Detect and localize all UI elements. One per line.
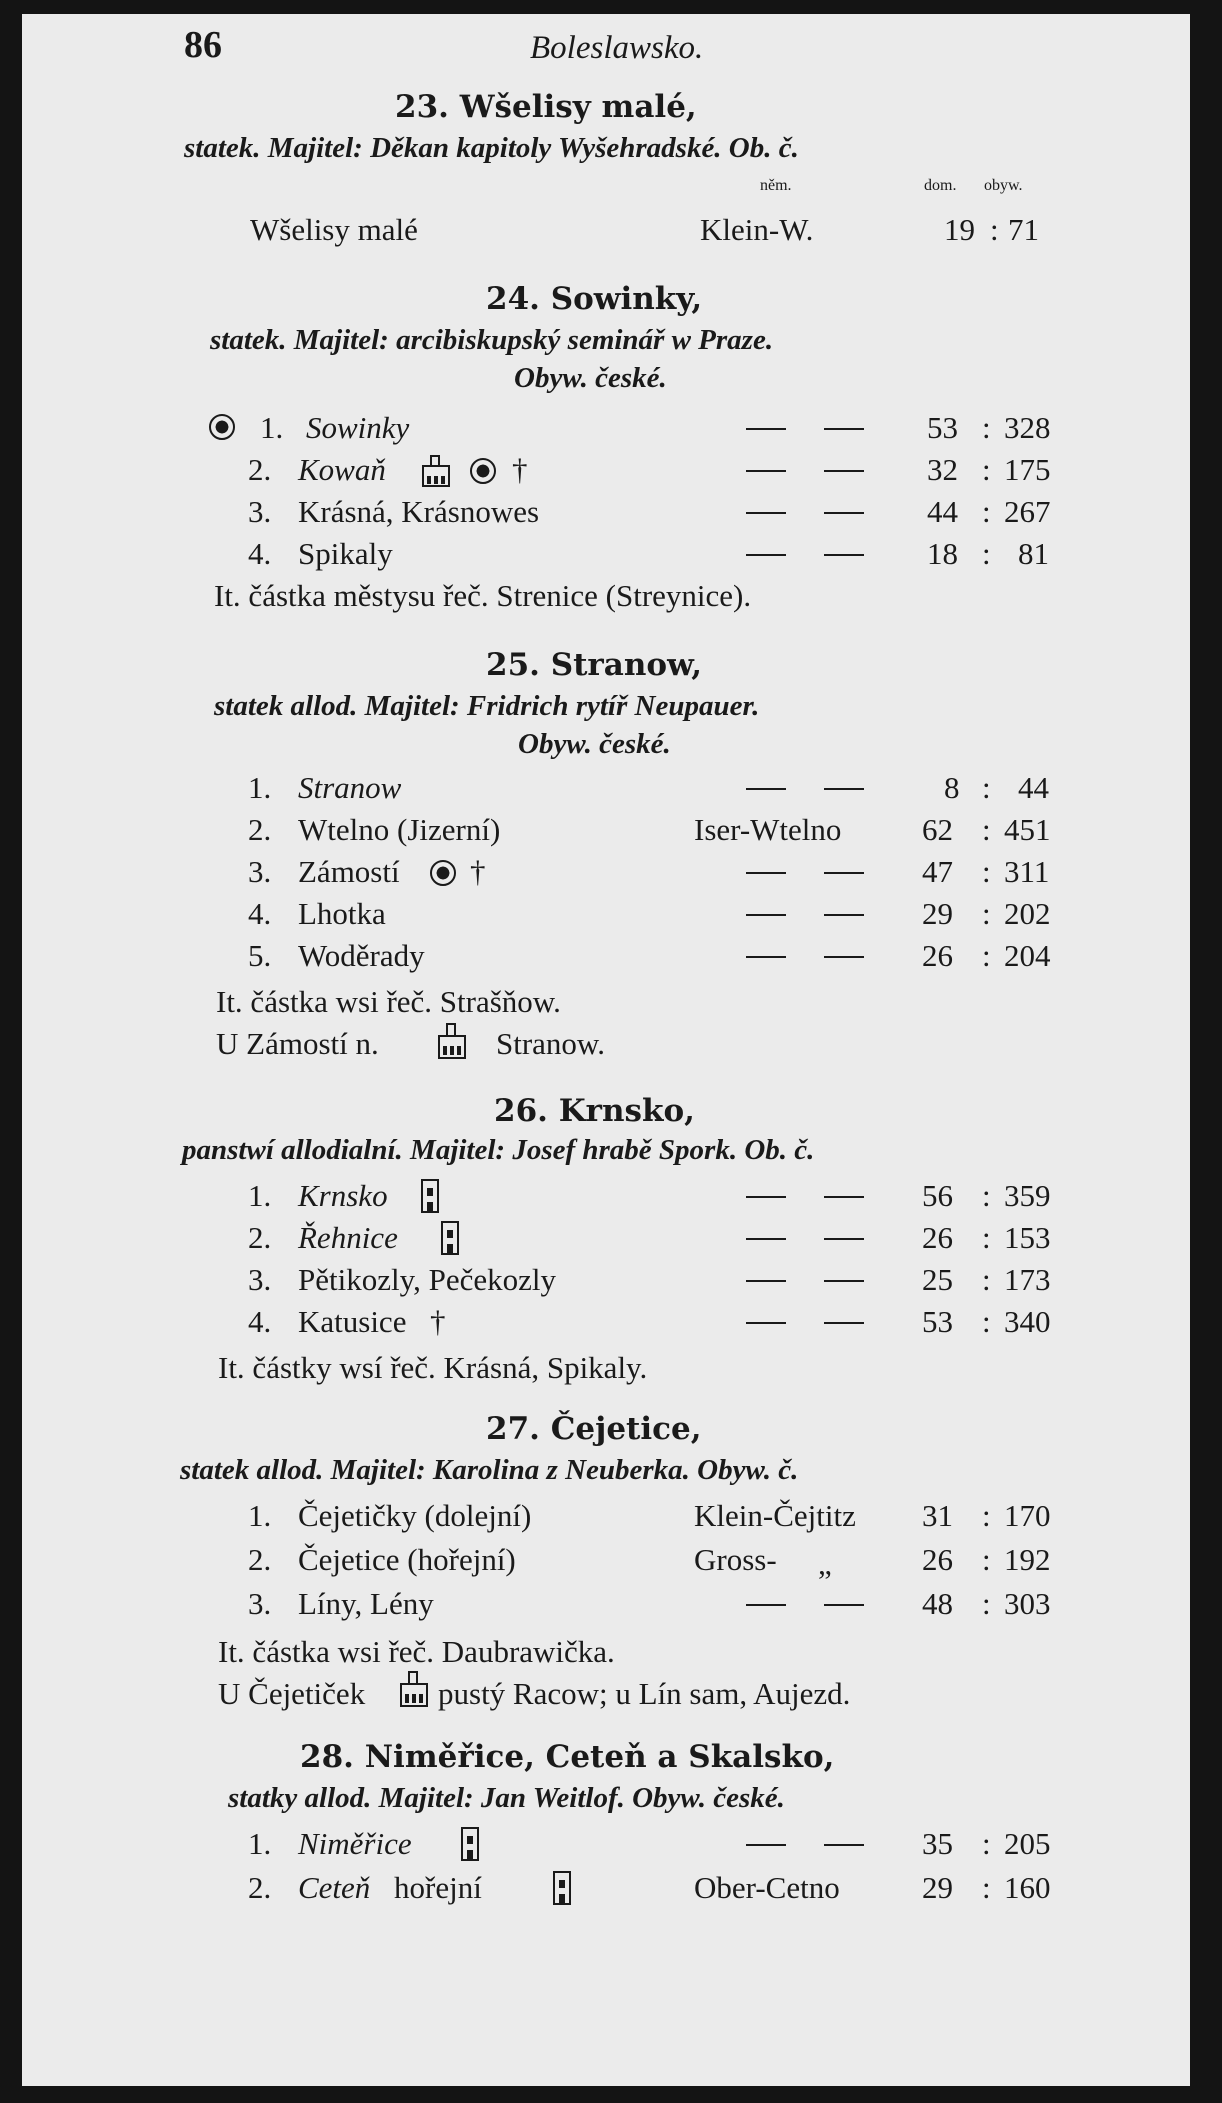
s24-row2-inhabitants: 175: [1004, 452, 1051, 487]
s28-row1-name: Niměřice: [298, 1826, 412, 1861]
ditto-dash: [746, 1322, 786, 1324]
sep: :: [982, 1178, 991, 1213]
col-head-inhabitants: obyw.: [984, 177, 1023, 194]
sep: :: [982, 1262, 991, 1297]
s24-row2-houses: 32: [927, 452, 958, 487]
s26-row1-inhabitants: 359: [1004, 1178, 1051, 1213]
s24-row1-no: 1.: [260, 410, 284, 445]
tower-icon: [420, 1176, 440, 1218]
ditto-dash: [746, 428, 786, 430]
s28-row2-german: Ober-Cetno: [694, 1870, 840, 1905]
ditto-dash: [824, 1196, 864, 1198]
section-28-subtitle: statky allod. Majitel: Jan Weitlof. Obyw. české.: [228, 1782, 785, 1814]
section-28-title: 28. Niměřice, Ceteň a Skalsko,: [300, 1739, 835, 1775]
ditto-dash: [824, 872, 864, 874]
cross-icon: †: [470, 854, 486, 889]
sep: :: [982, 1542, 991, 1577]
section-24-title: 24. Sowinky,: [486, 281, 703, 317]
ditto-dash: [746, 470, 786, 472]
ditto-dash: [746, 1238, 786, 1240]
s25-row2-german: Iser-Wtelno: [694, 812, 842, 847]
tower-icon: [552, 1868, 572, 1910]
ditto-dash: [746, 512, 786, 514]
section-23-subtitle: statek. Majitel: Děkan kapitoly Wyšehradské. Ob. č.: [184, 132, 799, 164]
ditto-dash: [824, 1604, 864, 1606]
s25-row3-inhabitants: 311: [1004, 854, 1050, 889]
sep: :: [982, 1826, 991, 1861]
s24-row4-name: Spikaly: [298, 536, 393, 571]
s27-row2-german: Gross-: [694, 1542, 777, 1577]
sep: :: [982, 452, 991, 487]
s27-row1-german: Klein-Čejtitz: [694, 1498, 856, 1533]
s27-row3-no: 3.: [248, 1586, 272, 1621]
castle-icon: [398, 1670, 430, 1712]
s28-row2-inhabitants: 160: [1004, 1870, 1051, 1905]
sep: :: [982, 770, 991, 805]
s24-row1-inhabitants: 328: [1004, 410, 1051, 445]
s28-row1-houses: 35: [922, 1826, 953, 1861]
s26-row3-inhabitants: 173: [1004, 1262, 1051, 1297]
s26-row4-name: Katusice: [298, 1304, 407, 1339]
s25-note-2b: Stranow.: [496, 1026, 606, 1061]
s23-row-sep: :: [990, 212, 999, 247]
castle-icon: [420, 454, 452, 492]
s23-row-inhabitants: 71: [1008, 212, 1039, 247]
ditto-dash: [746, 788, 786, 790]
s25-row1-houses: 8: [944, 770, 960, 805]
s26-row4-inhabitants: 340: [1004, 1304, 1051, 1339]
s26-row2-no: 2.: [248, 1220, 272, 1255]
s25-row4-name: Lhotka: [298, 896, 386, 931]
sep: :: [982, 1304, 991, 1339]
s28-row1-inhabitants: 205: [1004, 1826, 1051, 1861]
s23-row-houses: 19: [944, 212, 975, 247]
ditto-dash: [824, 554, 864, 556]
s26-row2-name: Řehnice: [298, 1220, 398, 1255]
s27-row3-houses: 48: [922, 1586, 953, 1621]
ditto-dash: [824, 1280, 864, 1282]
ditto-mark: „: [818, 1546, 832, 1581]
sep: :: [982, 536, 991, 571]
s25-row1-inhabitants: 44: [1018, 770, 1049, 805]
s25-row3-houses: 47: [922, 854, 953, 889]
s27-note-1: It. částka wsi řeč. Daubrawička.: [218, 1634, 615, 1669]
s24-note: It. částka městysu řeč. Strenice (Streynice).: [214, 578, 752, 613]
s25-row3-no: 3.: [248, 854, 272, 889]
s27-row2-name: Čejetice (hořejní): [298, 1542, 516, 1577]
s24-row2-no: 2.: [248, 452, 272, 487]
s25-row5-houses: 26: [922, 938, 953, 973]
s23-row-german: Klein-W.: [700, 212, 814, 247]
sep: :: [982, 1498, 991, 1533]
section-24-subtitle-2: Obyw. české.: [514, 362, 667, 394]
sep: :: [982, 410, 991, 445]
ditto-dash: [746, 956, 786, 958]
s24-row4-houses: 18: [927, 536, 958, 571]
section-25-subtitle-1: statek allod. Majitel: Fridrich rytíř Neupauer.: [214, 690, 760, 722]
col-head-houses: dom.: [924, 177, 957, 194]
s24-row3-houses: 44: [927, 494, 958, 529]
section-25-subtitle-2: Obyw. české.: [518, 728, 671, 760]
s28-row2-name-suffix: hořejní: [394, 1870, 482, 1905]
sep: :: [982, 854, 991, 889]
col-head-german: něm.: [760, 177, 792, 194]
s28-row2-name: Ceteň: [298, 1870, 371, 1905]
section-26-title: 26. Krnsko,: [494, 1093, 695, 1129]
cross-icon: †: [512, 452, 528, 487]
sep: :: [982, 938, 991, 973]
book-page: [22, 14, 1190, 2086]
s28-row2-no: 2.: [248, 1870, 272, 1905]
s25-row2-no: 2.: [248, 812, 272, 847]
section-27-title: 27. Čejetice,: [486, 1411, 702, 1447]
s25-row5-no: 5.: [248, 938, 272, 973]
s27-row3-name: Líny, Lény: [298, 1586, 434, 1621]
parish-church-icon: [209, 414, 235, 440]
s26-row2-houses: 26: [922, 1220, 953, 1255]
s24-row1-name: Sowinky: [306, 410, 410, 445]
cross-icon: †: [430, 1304, 446, 1339]
s27-row1-inhabitants: 170: [1004, 1498, 1051, 1533]
s27-row2-no: 2.: [248, 1542, 272, 1577]
s27-row2-inhabitants: 192: [1004, 1542, 1051, 1577]
ditto-dash: [824, 1844, 864, 1846]
sep: :: [982, 896, 991, 931]
s25-row1-name: Stranow: [298, 770, 402, 805]
s24-row2-name: Kowaň: [298, 452, 386, 487]
s27-row1-no: 1.: [248, 1498, 272, 1533]
s25-row5-inhabitants: 204: [1004, 938, 1051, 973]
s27-row1-name: Čejetičky (dolejní): [298, 1498, 532, 1533]
s26-row4-no: 4.: [248, 1304, 272, 1339]
castle-icon: [436, 1022, 468, 1064]
ditto-dash: [824, 512, 864, 514]
s25-row2-inhabitants: 451: [1004, 812, 1051, 847]
ditto-dash: [746, 914, 786, 916]
s27-row1-houses: 31: [922, 1498, 953, 1533]
ditto-dash: [746, 1844, 786, 1846]
sep: :: [982, 494, 991, 529]
ditto-dash: [824, 914, 864, 916]
parish-church-icon: [430, 860, 456, 886]
s25-note-1: It. částka wsi řeč. Strašňow.: [216, 984, 561, 1019]
s24-row3-inhabitants: 267: [1004, 494, 1051, 529]
ditto-dash: [746, 554, 786, 556]
page-number: 86: [184, 24, 222, 66]
s25-row5-name: Woděrady: [298, 938, 425, 973]
s26-row3-houses: 25: [922, 1262, 953, 1297]
ditto-dash: [824, 1322, 864, 1324]
ditto-dash: [746, 872, 786, 874]
s24-row3-name: Krásná, Krásnowes: [298, 494, 540, 529]
section-23-title: 23. Wšelisy malé,: [395, 89, 697, 125]
ditto-dash: [824, 956, 864, 958]
ditto-dash: [746, 1196, 786, 1198]
s25-row2-houses: 62: [922, 812, 953, 847]
ditto-dash: [746, 1604, 786, 1606]
s27-row3-inhabitants: 303: [1004, 1586, 1051, 1621]
s27-row2-houses: 26: [922, 1542, 953, 1577]
s25-row2-name: Wtelno (Jizerní): [298, 812, 501, 847]
ditto-dash: [746, 1280, 786, 1282]
parish-church-icon: [470, 458, 496, 484]
section-26-subtitle: panstwí allodialní. Majitel: Josef hrabě Spork. Ob. č.: [182, 1134, 815, 1166]
s25-row1-no: 1.: [248, 770, 272, 805]
s25-row4-no: 4.: [248, 896, 272, 931]
section-25-title: 25. Stranow,: [486, 647, 703, 683]
running-title: Boleslawsko.: [530, 30, 704, 66]
s28-row2-houses: 29: [922, 1870, 953, 1905]
s26-row4-houses: 53: [922, 1304, 953, 1339]
s26-row1-houses: 56: [922, 1178, 953, 1213]
s26-row1-no: 1.: [248, 1178, 272, 1213]
sep: :: [982, 812, 991, 847]
s27-note-2b: pustý Racow; u Lín sam, Aujezd.: [438, 1676, 851, 1711]
section-27-subtitle: statek allod. Majitel: Karolina z Neuberka. Obyw. č.: [180, 1454, 799, 1486]
s26-row2-inhabitants: 153: [1004, 1220, 1051, 1255]
s23-row-name: Wšelisy malé: [250, 212, 418, 247]
s24-row4-no: 4.: [248, 536, 272, 571]
s24-row4-inhabitants: 81: [1018, 536, 1049, 571]
s28-row1-no: 1.: [248, 1826, 272, 1861]
s24-row3-no: 3.: [248, 494, 272, 529]
ditto-dash: [824, 1238, 864, 1240]
tower-icon: [440, 1218, 460, 1260]
sep: :: [982, 1586, 991, 1621]
section-24-subtitle-1: statek. Majitel: arcibiskupský seminář w Praze.: [210, 324, 774, 356]
s25-row4-inhabitants: 202: [1004, 896, 1051, 931]
s25-note-2a: U Zámostí n.: [216, 1026, 379, 1061]
s26-row1-name: Krnsko: [298, 1178, 388, 1213]
ditto-dash: [824, 470, 864, 472]
ditto-dash: [824, 788, 864, 790]
s25-row4-houses: 29: [922, 896, 953, 931]
sep: :: [982, 1870, 991, 1905]
s26-note: It. částky wsí řeč. Krásná, Spikaly.: [218, 1350, 648, 1385]
s26-row3-name: Pětikozly, Pečekozly: [298, 1262, 556, 1297]
s26-row3-no: 3.: [248, 1262, 272, 1297]
sep: :: [982, 1220, 991, 1255]
s24-row1-houses: 53: [927, 410, 958, 445]
s25-row3-name: Zámostí: [298, 854, 400, 889]
tower-icon: [460, 1824, 480, 1866]
ditto-dash: [824, 428, 864, 430]
s27-note-2a: U Čejetiček: [218, 1676, 366, 1711]
